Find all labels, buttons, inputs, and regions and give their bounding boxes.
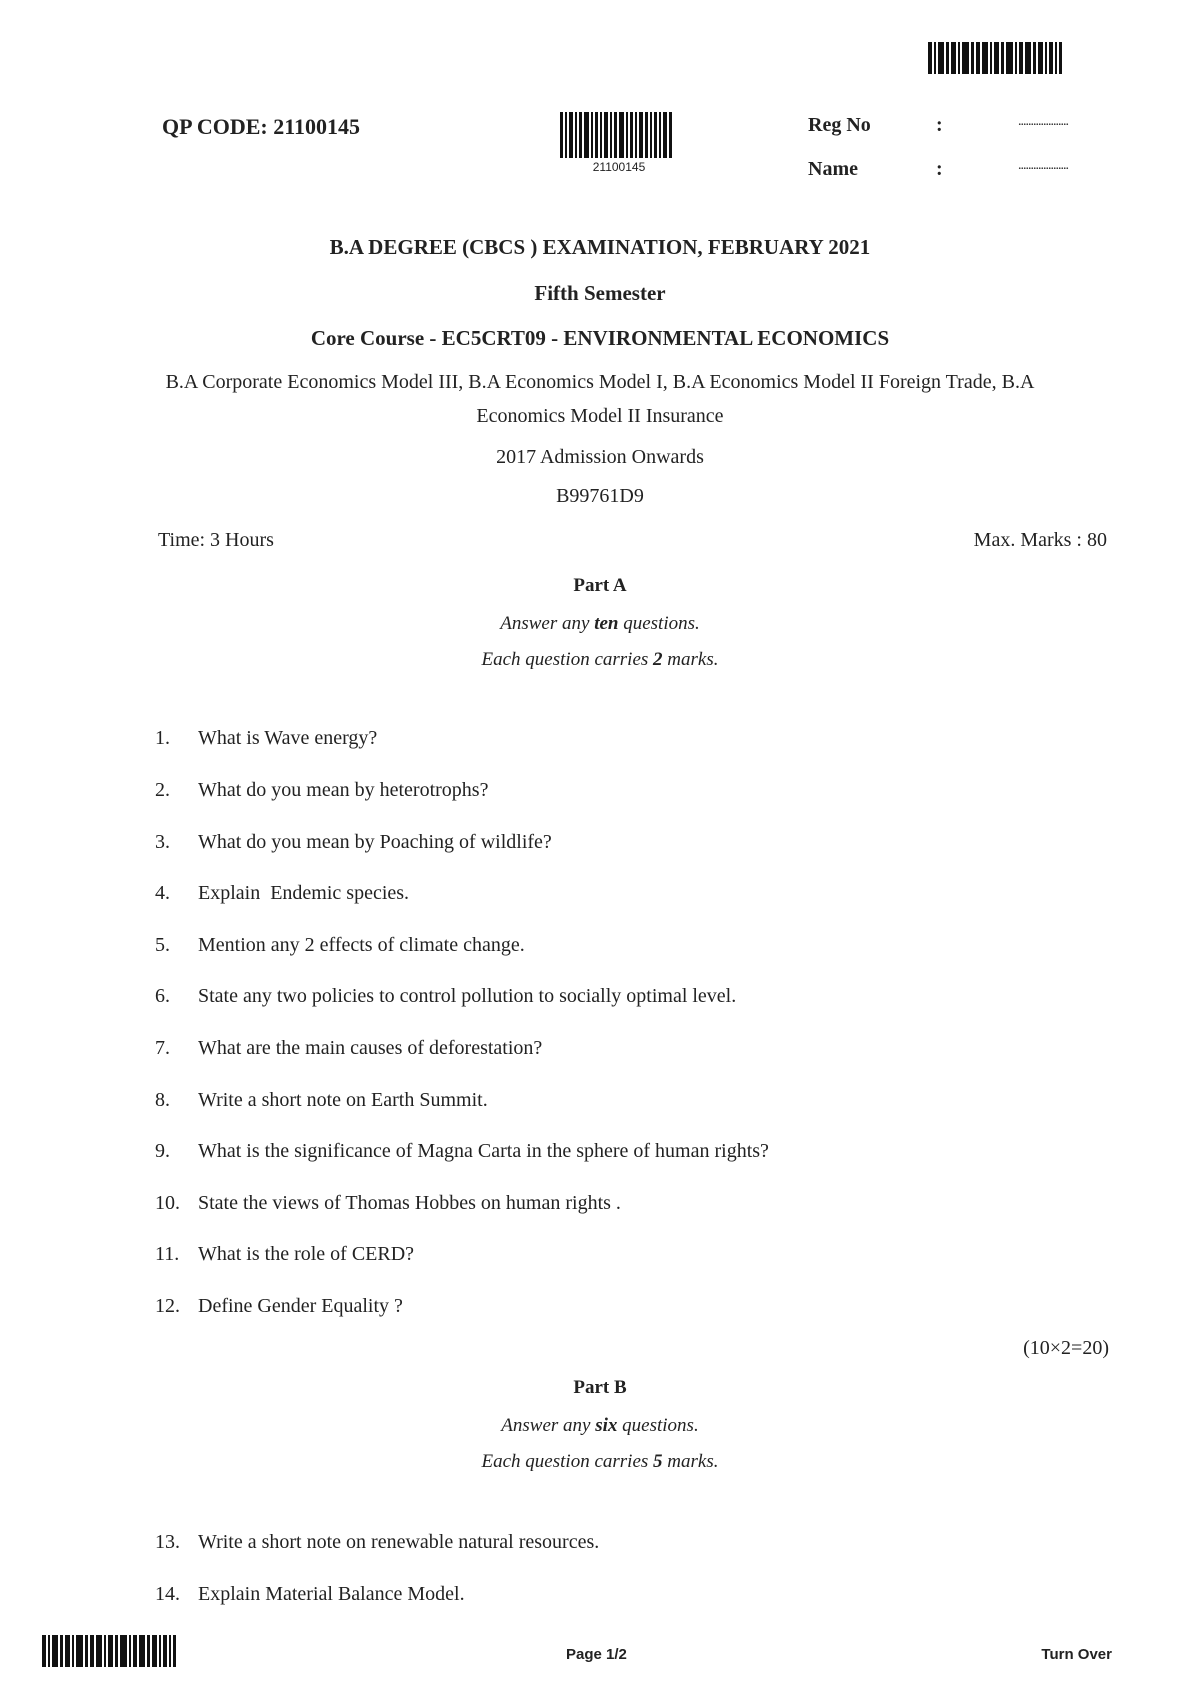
- part-b-instruction-1-post: questions.: [617, 1415, 699, 1436]
- part-a-marks-summary: (10×2=20): [1023, 1337, 1109, 1359]
- part-a-instruction-2-pre: Each question carries: [481, 649, 654, 670]
- part-b-instruction-2: [0, 1451, 1200, 1473]
- qp-code: QP CODE: 21100145: [162, 114, 361, 139]
- part-a-instruction-2: [0, 649, 1200, 671]
- question-text: What is the role of CERD?: [198, 1243, 415, 1265]
- part-a-instruction-1: [0, 613, 1200, 635]
- question-number: 5.: [155, 934, 170, 956]
- question-text: What do you mean by heterotrophs?: [198, 779, 489, 801]
- part-b-instruction-2-post: marks.: [662, 1451, 719, 1472]
- question-text: Write a short note on renewable natural resources.: [198, 1531, 600, 1553]
- exam-code: B99761D9: [556, 485, 644, 507]
- exam-title: B.A DEGREE (CBCS ) EXAMINATION, FEBRUARY 2021: [329, 235, 871, 259]
- name-colon: :: [936, 158, 943, 180]
- question-text: What is Wave energy?: [198, 727, 378, 749]
- question-text: Define Gender Equality ?: [198, 1295, 403, 1317]
- programs-line-2: Economics Model II Insurance: [476, 405, 724, 427]
- course-title: Core Course - EC5CRT09 - ENVIRONMENTAL ECONOMICS: [310, 326, 890, 350]
- question-number: 1.: [155, 727, 170, 749]
- question-text: What is the significance of Magna Carta in the sphere of human rights?: [198, 1140, 769, 1162]
- turn-over: Turn Over: [1041, 1646, 1112, 1663]
- max-marks: Max. Marks : 80: [973, 529, 1107, 551]
- question-number: 4.: [155, 882, 170, 904]
- question-number: 14.: [155, 1583, 180, 1605]
- name-field[interactable]: ....................: [1018, 158, 1068, 173]
- part-a-instruction-1-pre: Answer any: [500, 613, 595, 634]
- reg-no-field[interactable]: ....................: [1018, 114, 1068, 129]
- part-b-instruction-1-count: six: [595, 1415, 618, 1436]
- page-number: Page 1/2: [566, 1646, 627, 1663]
- question-text: Explain Endemic species.: [198, 882, 410, 904]
- reg-no-colon: :: [936, 114, 943, 136]
- question-number: 11.: [155, 1243, 180, 1265]
- part-a-title: Part A: [573, 575, 627, 596]
- question-number: 6.: [155, 985, 170, 1007]
- time-label: Time: 3 Hours: [158, 529, 274, 551]
- question-text: Explain Material Balance Model.: [198, 1583, 465, 1605]
- part-a-instruction-1-count: ten: [594, 613, 619, 634]
- part-b-instruction-1: [0, 1415, 1200, 1437]
- barcode-top-right: [928, 42, 1064, 74]
- question-number: 12.: [155, 1295, 180, 1317]
- barcode-bottom-left: [42, 1635, 178, 1667]
- question-number: 10.: [155, 1192, 180, 1214]
- part-a-instruction-2-post: marks.: [662, 649, 719, 670]
- question-number: 8.: [155, 1089, 170, 1111]
- part-b-instruction-2-pre: Each question carries: [481, 1451, 654, 1472]
- part-b-title: Part B: [573, 1377, 627, 1398]
- admission: 2017 Admission Onwards: [496, 446, 704, 468]
- question-text: State the views of Thomas Hobbes on human rights .: [198, 1192, 621, 1214]
- part-b-instruction-2-marks: 5: [653, 1451, 663, 1472]
- programs-line-1: B.A Corporate Economics Model III, B.A Economics Model I, B.A Economics Model II Foreign Trade, B.A: [165, 371, 1035, 393]
- barcode-center: [560, 112, 674, 158]
- part-a-instruction-2-marks: 2: [653, 649, 663, 670]
- question-text: What are the main causes of deforestation?: [198, 1037, 543, 1059]
- question-number: 3.: [155, 831, 170, 853]
- part-a-instruction-1-post: questions.: [618, 613, 700, 634]
- question-number: 9.: [155, 1140, 170, 1162]
- question-text: State any two policies to control pollution to socially optimal level.: [198, 985, 737, 1007]
- barcode-number: 21100145: [592, 160, 646, 174]
- question-text: What do you mean by Poaching of wildlife?: [198, 831, 552, 853]
- question-number: 13.: [155, 1531, 180, 1553]
- part-b-instruction-1-pre: Answer any: [501, 1415, 596, 1436]
- name-label: Name: [808, 158, 858, 180]
- reg-no-label: Reg No: [808, 114, 871, 136]
- question-text: Write a short note on Earth Summit.: [198, 1089, 488, 1111]
- question-text: Mention any 2 effects of climate change.: [198, 934, 525, 956]
- question-number: 7.: [155, 1037, 170, 1059]
- question-number: 2.: [155, 779, 170, 801]
- semester: Fifth Semester: [534, 281, 666, 305]
